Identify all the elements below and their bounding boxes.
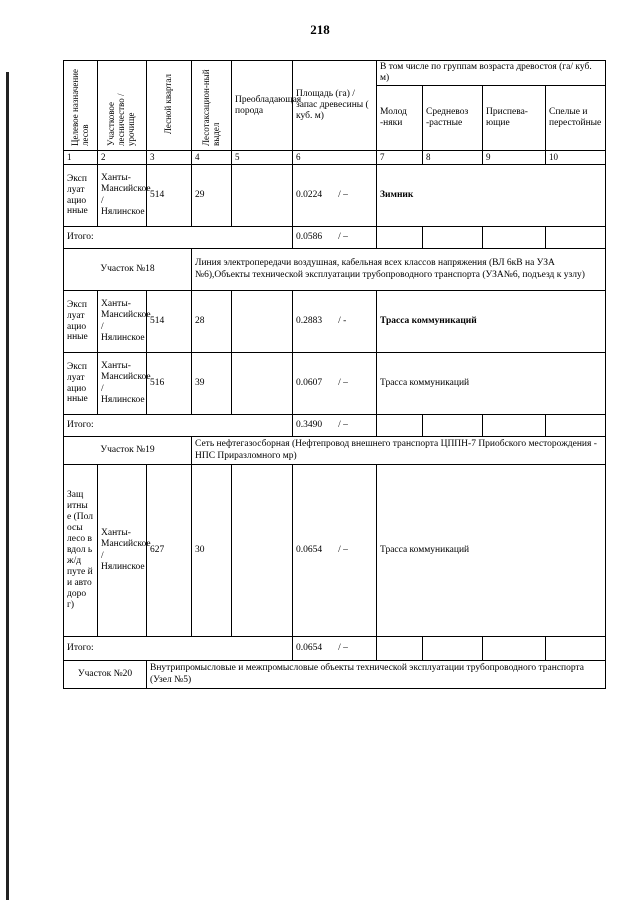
header-quarter: Лесной квартал xyxy=(147,61,192,151)
total-middle xyxy=(423,415,483,437)
table-row xyxy=(64,353,606,415)
section-label: Участок №19 xyxy=(64,437,192,465)
col-num: 8 xyxy=(423,151,483,165)
table-row xyxy=(64,465,606,637)
table-row xyxy=(64,291,606,353)
header-plot: Лесотаксацион-ный выдел xyxy=(192,61,232,151)
object-cell: Зимник xyxy=(377,165,606,227)
area-cell: 0.2883 / - xyxy=(293,291,377,353)
plot-cell: 28 xyxy=(192,291,232,353)
total-mature xyxy=(546,227,606,249)
page-number: 218 xyxy=(310,22,330,37)
col-num: 1 xyxy=(64,151,98,165)
purpose-cell: Защ итны е (Пол осы лесо в вдол ь ж/д путе й и авто доро г) xyxy=(64,465,98,637)
total-label: Итого: xyxy=(64,637,293,661)
header-purpose: Целевое назначение лесов xyxy=(64,61,98,151)
col-num: 2 xyxy=(98,151,147,165)
forestry-cell: Ханты-Мансийское / Нялинское xyxy=(98,165,147,227)
header-area: Площадь (га) / запас древесины ( куб. м) xyxy=(293,61,377,151)
section-desc: Сеть нефтегазосборная (Нефтепровод внешнего транспорта ЦППН-7 Приобского месторождения - НПС Приразломного мр) xyxy=(192,437,606,465)
section-row xyxy=(64,249,606,291)
forestry-cell: Ханты-Мансийское / Нялинское xyxy=(98,353,147,415)
header-middle: Средневоз -растные xyxy=(423,86,483,151)
section-row xyxy=(64,437,606,465)
col-num: 6 xyxy=(293,151,377,165)
table-row xyxy=(64,165,606,227)
total-maturing xyxy=(483,637,546,661)
species-cell xyxy=(232,291,293,353)
total-middle xyxy=(423,637,483,661)
header-age-groups: В том числе по группам возраста древостоя (га/ куб. м) xyxy=(377,61,606,86)
total-area: 0.0654 / – xyxy=(293,637,377,661)
section-label: Участок №18 xyxy=(64,249,192,291)
area-cell: 0.0224 / – xyxy=(293,165,377,227)
quarter-cell: 514 xyxy=(147,165,192,227)
total-young xyxy=(377,637,423,661)
total-row xyxy=(64,415,606,437)
col-num: 9 xyxy=(483,151,546,165)
species-cell xyxy=(232,165,293,227)
forestry-cell: Ханты-Мансийское / Нялинское xyxy=(98,465,147,637)
total-area: 0.3490 / – xyxy=(293,415,377,437)
total-area: 0.0586 / – xyxy=(293,227,377,249)
col-num: 7 xyxy=(377,151,423,165)
total-maturing xyxy=(483,415,546,437)
header-species: Преобладающая порода xyxy=(232,61,293,151)
col-num: 10 xyxy=(546,151,606,165)
object-cell: Трасса коммуникаций xyxy=(377,291,606,353)
forestry-cell: Ханты-Мансийское / Нялинское xyxy=(98,291,147,353)
col-num: 5 xyxy=(232,151,293,165)
purpose-cell: Эксп луат ацио нные xyxy=(64,291,98,353)
object-cell: Трасса коммуникаций xyxy=(377,465,606,637)
section-row xyxy=(64,661,606,689)
col-num: 3 xyxy=(147,151,192,165)
forest-table xyxy=(63,60,606,689)
total-maturing xyxy=(483,227,546,249)
plot-cell: 39 xyxy=(192,353,232,415)
purpose-cell: Эксп луат ацио нные xyxy=(64,165,98,227)
area-cell: 0.0654 / – xyxy=(293,465,377,637)
header-forestry: Участковое лесничество / урочище xyxy=(98,61,147,151)
total-label: Итого: xyxy=(64,227,293,249)
total-mature xyxy=(546,637,606,661)
quarter-cell: 627 xyxy=(147,465,192,637)
plot-cell: 30 xyxy=(192,465,232,637)
plot-cell: 29 xyxy=(192,165,232,227)
total-young xyxy=(377,415,423,437)
object-cell: Трасса коммуникаций xyxy=(377,353,606,415)
header-young: Молод -няки xyxy=(377,86,423,151)
total-label: Итого: xyxy=(64,415,293,437)
column-number-row xyxy=(64,151,606,165)
header-maturing: Приспева- ющие xyxy=(483,86,546,151)
section-label: Участок №20 xyxy=(64,661,147,689)
quarter-cell: 514 xyxy=(147,291,192,353)
quarter-cell: 516 xyxy=(147,353,192,415)
section-desc: Внутрипромысловые и межпромысловые объекты технической эксплуатации трубопроводного транспорта (Узел №5) xyxy=(147,661,606,689)
total-young xyxy=(377,227,423,249)
area-cell: 0.0607 / – xyxy=(293,353,377,415)
purpose-cell: Эксп луат ацио нные xyxy=(64,353,98,415)
section-desc: Линия электропередачи воздушная, кабельная всех классов напряжения (ВЛ 6кВ на УЗА №6),Объекты технической эксплуатации трубопроводного транспорта (УЗА№6, подъезд к узлу) xyxy=(192,249,606,291)
col-num: 4 xyxy=(192,151,232,165)
total-mature xyxy=(546,415,606,437)
binding-line xyxy=(6,72,9,900)
header-mature: Спелые и перестойные xyxy=(546,86,606,151)
species-cell xyxy=(232,353,293,415)
species-cell xyxy=(232,465,293,637)
total-row xyxy=(64,637,606,661)
total-row xyxy=(64,227,606,249)
total-middle xyxy=(423,227,483,249)
